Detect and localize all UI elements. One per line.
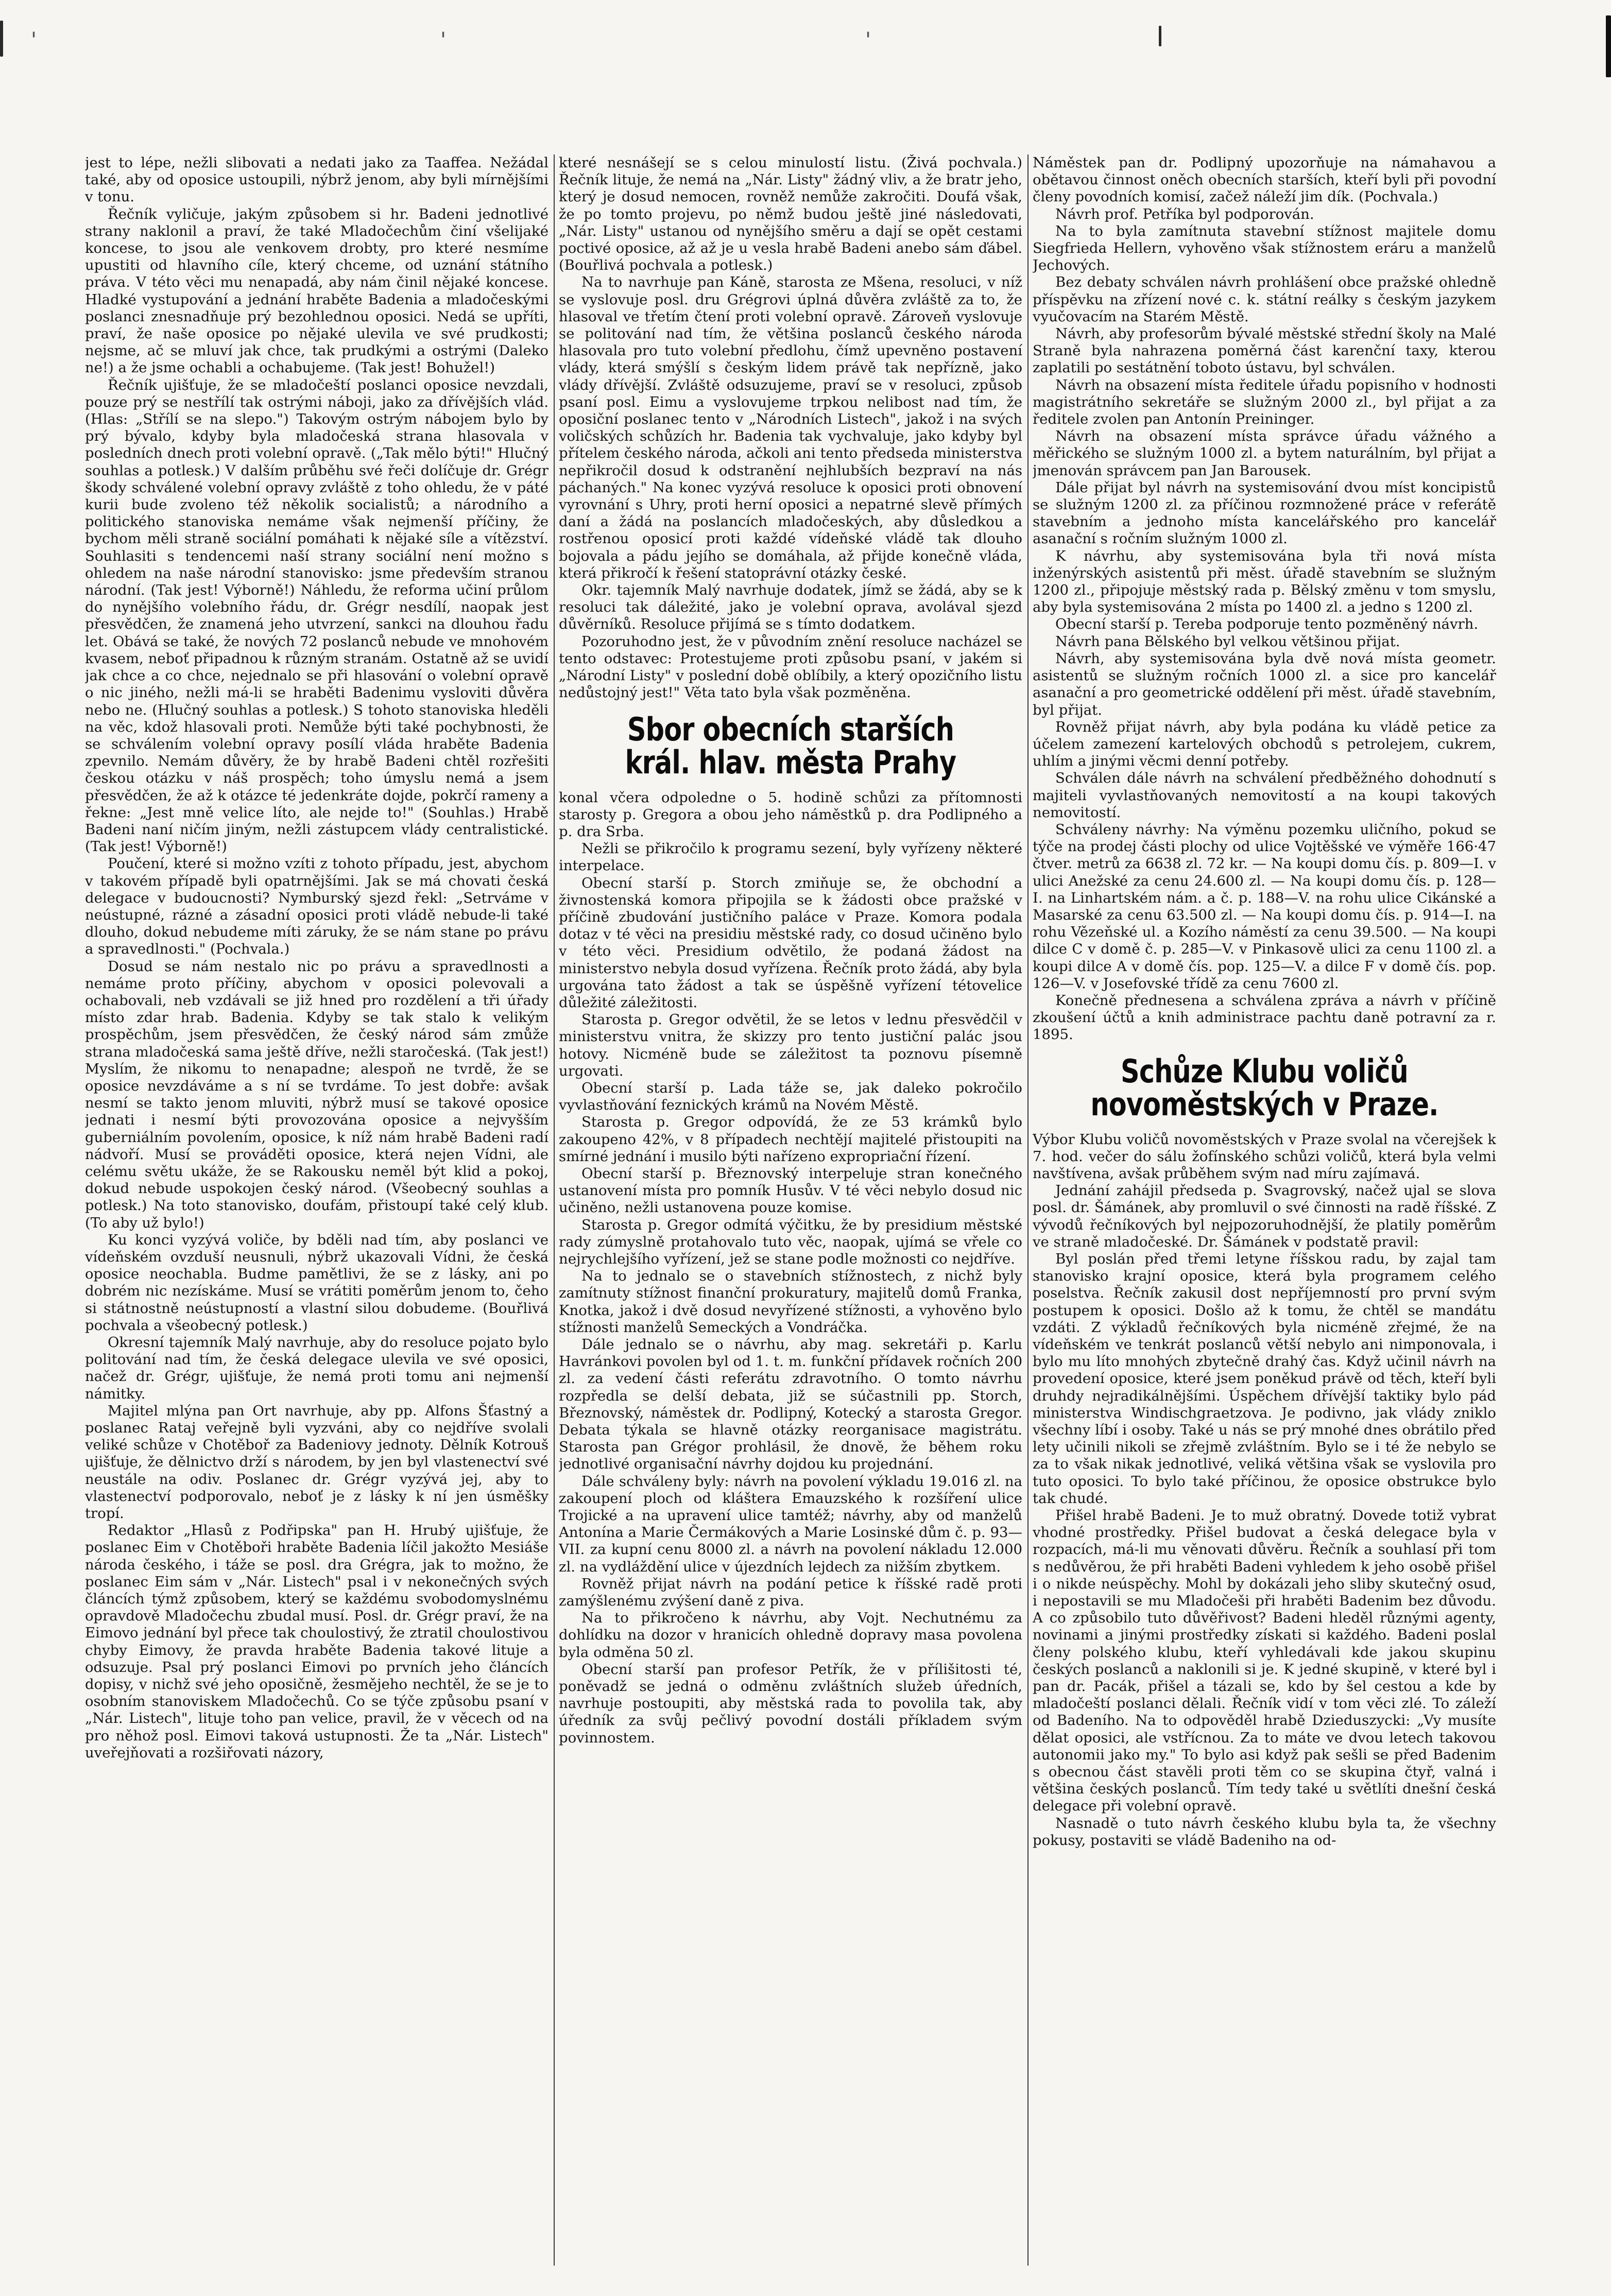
paragraph: Redaktor „Hlasů z Podřipska" pan H. Hrubý ujišťuje, že poslanec Eim v Chotěboři hraběte Badenia líčil jakožto Mesiáše národa českého, i táže se posl. dra Grégra, jak to možno, že poslanec Eim sám v „Nár. Listech" psal i v nekonečných svých článcích týmž způsobem, který se každému svobodomyslnému opravdově Mladočechu zbudal musí. Posl. dr. Grégr praví, že na Eimovo jednání byl přece tak choulostivý, že ztratil choulostivou chyby Eimovy, že pravda hraběte Badenia takové lituje a odsuzuje. Psal prý poslanci Eimovi po prvních jeho článcích dopisy, v nichž své jeho oposičně, žesmějeho nechtěl, že se je to osobním stanoviskem Mladočechů. Co se týče způsobu psaní v „Nár. Listech", lituje toho pan velice, pravil, že v věcech od na pro něhož posl. Eimovi taková ustupnosti. Že ta „Nár. Listech" uveřejňovati a rozšiřovati názory, [85,1522,549,1761]
paragraph: jest to lépe, nežli slibovati a nedati jako za Taaffea. Nežádal také, aby od oposice ustoupili, nýbrž jenom, aby byli mírnějšími v tonu. [85,154,549,205]
paragraph: Majitel mlýna pan Ort navrhuje, aby pp. Alfons Šťastný a poslanec Rataj veřejně byli vyzváni, aby co nejdříve svolali veliké schůze v Chotěboř za Badeniovy jednoty. Dělník Kotrouš ujišťuje, že dělnictvo drží s národem, by jen byl vlastenectví své neustále na odiv. Poslanec dr. Grégr vyzývá jej, aby to vlastenectví podporovalo, neboť je z lásky k ní jen úsměšky tropí. [85,1402,549,1522]
scan-mark-center: ' [440,28,446,52]
paragraph: Obecní starší p. Březnovský interpeluje stran konečného ustanovení místa pro pomník Husův. V té věci nebylo dosud nic učiněno, nežli ustanovena pouze komise. [559,1165,1022,1216]
column-rule-2 [1027,154,1029,2266]
paragraph: které nesnášejí se s celou minulostí listu. (Živá pochvala.) Řečník lituje, že nemá na „Nár. Listy" žádný vliv, a že bratr jeho, který je dosud nemocen, rovněž nemůže zakročiti. Doufá však, že po tomto projevu, po němž budou ještě jiné následovati, „Nár. Listy" ustanou od nynějšího směru a dají se opět cestami poctivé oposice, až až je u vesla hrabě Badeni anebo sám ďábel. (Bouřlivá pochvala a potlesk.) [559,154,1022,274]
paragraph: Bez debaty schválen návrh prohlášení obce pražské ohledně příspěvku na zřízení nové c. k. státní reálky s českým jazykem vyučovacím na Starém Městě. [1033,274,1496,325]
scan-mark-center-2: ' [865,28,871,52]
paragraph: Návrh na obsazení místa správce úřadu vážného a měřického se služným 1000 zl. a bytem naturálním, byl přijat a jmenován správcem pan Jan Barousek. [1033,428,1496,479]
paragraph: Řečník ujišťuje, že se mladočeští poslanci oposice nevzdali, pouze prý se nestřílí tak ostrými náboji, jako za dřívějších vlád. (Hlas: „Střílí se na slepo.") Takovým ostrým nábojem bylo by prý bývalo, kdyby byla mladočeská strana hlasovala v posledních dnech proti volební opravě. („Tak mělo býti!" Hlučný souhlas a potlesk.) V dalším průběhu své řeči dolíčuje dr. Grégr škody schválené volební opravy zvláště z toho ohledu, že v páté kurii bude zvoleno též několik socialistů; a národního a politického stanoviska nemáme však nejmenší příčiny, že bychom měli straně sociální pomáhati k nějaké síle a vítězství. Souhlasiti s tendencemi naší strany sociální není možno s ohledem na naše národní stanovisko: jsme především stranou národní. (Tak jest! Výborně!) Náhledu, že reforma učiní průlom do nynějšího volebního řádu, dr. Grégr nesdílí, naopak jest přesvědčen, že znamená jeho utvrzení, sankci na dlouhou řadu let. Obává se také, že nových 72 poslanců nebude ve mnohovém kvasem, neboť připadnou k různým stranám. Ostatně až se uvidí jak chce a co chce, nejednalo se při hlasování o volební opravě o nic jiného, nežli má-li se hraběti Badenimu vysloviti důvěra nebo ne. (Hlučný souhlas a potlesk.) S tohoto stanoviska hleděli na věc, kdož hlasovali proti. Nemůže býti také pochybnosti, že se schválením volební opravy posílí vláda hraběte Badenia zpevnilo. Nemám důvěry, že by hrabě Badeni chtěl rozřešiti českou otázku v náš prospěch; toho úmyslu nemá a jsem přesvědčen, že až k otázce té jedenkráte dojde, pokrčí rameny a řekne: „Jest mně velice líto, ale nejde to!" (Souhlas.) Hrabě Badeni naní ničím jiným, nežli zástupcem vlády centralistické. (Tak jest! Výborně!) [85,376,549,855]
article-heading-voters-club: Schůze Klubu voličů novoměstských v Praze. [1090,1052,1438,1123]
paragraph: Rovněž přijat návrh, aby byla podána ku vládě petice za účelem zamezení kartelových obchodů s petrolejem, cukrem, uhlím a jinými věcmi denní potřeby. [1033,718,1496,770]
column-1 [85,154,549,2271]
paragraph: Přišel hrabě Badeni. Je to muž obratný. Dovede totiž vybrat vhodné prostředky. Přišel budovat a česká delegace byla v rozpacích, má-li mu věnovati důvěru. Řečník a souhlasí při tom s nedůvěrou, že při hraběti Badeni vyhledem k jeho osobě přišel i o nikde neúspěchy. Mohl by dokázali jeho sliby skutečný osud, i nepostavili se mu Mladočeši při hraběti Badenim bez důvodu. A co způsobilo tuto důvěřivost? Badeni hleděl různými agenty, novinami a jinými prostředky získati si každého. Badeni poslal členy polského klubu, kteří vyhledávali kde jakou skupinu českých poslanců a naklonili si je. K jedné skupině, v které byl i pan dr. Pacák, přišel a tázali se, kdo by šel cestou a kde by mladočeští poslanci dělali. Řečník vidí v tom věci zlé. To záleží od Badeního. Na to odpověděl hrabě Dzieduszycki: „Vy musíte dělat oposici, ale vstřícnou. Za to máte ve dvou letech takovou autonomii jako my." To bylo asi když pak sešli se před Badenim s obecnou část stavěli proti těm co se skupina čtyř, valná i většina českých poslanců. Tím tedy také u světlíti dnešní česká delegace při volební opravě. [1033,1507,1496,1815]
paragraph: Jednání zahájil předseda p. Svagrovský, načež ujal se slova posl. dr. Šámánek, aby promluvil o své činnosti na radě říšské. Z vývodů řečníkových byl nejpozoruhodnější, že platily poměrům ve straně mladočeské. Dr. Šámánek v podstatě pravil: [1033,1182,1496,1250]
paragraph: Dále schváleny byly: návrh na povolení výkladu 19.016 zl. na zakoupení ploch od kláštera Emauzského k rozšíření ulice Trojické a na upravení ulice tamtéž; návrhy, aby od manželů Antonína a Marie Čermákových a Marie Losinské dům č. p. 93—VII. za kupní cenu 8000 zl. a návrh na povolení nákladu 12.000 zl. na vydláždění ulice v újezdních lejdech za nižším zbytkem. [559,1473,1022,1575]
paragraph: K návrhu, aby systemisována byla tři nová místa inženýrských asistentů při měst. úřadě stavebním se služným 1200 zl., připojuje městský rada p. Bělský změnu v tom smyslu, aby byla systemisována 2 místa po 1400 zl. a jedno s 1200 zl. [1033,547,1496,616]
paragraph: Obecní starší p. Tereba podporuje tento pozměněný návrh. [1055,616,1479,633]
paragraph: Pozoruhodno jest, že v původním znění resoluce nacházel se tento odstavec: Protestujeme proti způsobu psaní, v jakém si „Národní Listy" v poslední době oblíbily, a který opozičního listu nedůstojný jest!" Věta tato byla však pozměněna. [559,633,1022,701]
article-heading-city-council: Sbor obecních starších král. hlav. města Prahy [625,710,956,781]
paragraph: Byl poslán před třemi letyne říšskou radu, by zajal tam stanovisko krajní oposice, která byla programem celého poselstva. Řečník zakusil dost nepříjemností pro první svým postupem k oposici. Došlo až k tomu, že chtěl se mandátu vzdáti. Z výkladů řečníkových byla nicméně zřejmé, že na vídeňském ve tenkrát poslanců větší nebylo ani nimponovala, i bylo mu líto mnohých zbytečně drahý čas. Když učinil návrh na provedení oposice, které jsem poněkud právě od těch, kteří byli druhdy nejradikálnějšími. Úspěchem dřívější taktiky bylo pád ministerstva Windischgraetzova. Je podivno, jak vlády zniklo všechny líbí i osoby. Také u nás se prý mnohé dnes obrátilo před lety učinili nikoli se zřejmě zvláštním. Bylo se i té že nebylo se za to však nikak jednotlivé, veliká většina však se vyslovila pro tuto oposici. To bylo také příčinou, že oposice obstrukce bylo tak chudé. [1033,1250,1496,1507]
paragraph: Starosta p. Gregor odpovídá, že ze 53 krámků bylo zakoupeno 42%, v 8 případech nechtějí majitelé přistoupiti na smírné jednání i musilo býti nařízeno expropriační řízení. [559,1114,1022,1165]
paragraph: Návrh pana Bělského byl velkou většinou přijat. [1055,633,1400,650]
paragraph: Dále přijat byl návrh na systemisování dvou míst koncipistů se služným 1200 zl. za příčinou rozmnožené práce v referátě stavebním a jednoho místa kancelářského pro kancelář asanační s ročním služným 1000 zl. [1033,479,1496,547]
paragraph: Starosta p. Gregor odmítá výčitku, že by presidium městské rady zúmyslně protahovalo tuto věc, naopak, ujímá se vřele co nejrychlejšího vyřízení, jež se stane podle možnosti co nejdříve. [559,1216,1022,1267]
paragraph: Návrh na obsazení místa ředitele úřadu popisního v hodnosti magistrátního sekretáře se služným 2000 zl., byl přijat a za ředitele zvolen pan Antonín Preininger. [1033,376,1496,428]
column-2 [559,154,1022,2271]
paragraph: Na to přikročeno k návrhu, aby Vojt. Nechutnému za dohlídku na dozor v hranicích ohledně dopravy masa povolena byla odměna 50 zl. [559,1610,1022,1661]
paragraph: Schváleny návrhy: Na výměnu pozemku uličního, pokud se týče na prodej části plochy od ulice Vojtěšské ve výměře 166·47 čtver. metrů za 6638 zl. 72 kr. — Na koupi domu čís. p. 809—I. v ulici Anežské za cenu 24.600 zl. — Na koupi domu čís. p. 128—I. na Linhartském nám. a č. p. 188—V. na rohu ulice Cikánské a Masarské za cenu 63.500 zl. — Na koupi domu čís. p. 914—I. na rohu Vězeňské ul. a Kozího náměstí za cenu 39.500. — Na koupi dilce C v domě č. p. 285—V. v Pinkasově ulici za cenu 1100 zl. a koupi dilce A v domě čís. pop. 125—V. a dilce F v domě čís. pop. 126—V. v Josefovské třídě za cenu 7600 zl. [1033,821,1496,992]
paragraph: Návrh, aby systemisována byla dvě nová místa geometr. asistentů se služným ročních 1000 zl. a sice pro kancelář asanační a pro geometrické oddělení při měst. úřadě stavebním, byl přijat. [1033,650,1496,718]
paragraph: Náměstek pan dr. Podlipný upozorňuje na námahavou a obětavou činnost oněch obecních starších, kteří byli při povodní členy povodních komisí, začež náleží jim dík. (Pochvala.) [1033,154,1496,205]
paragraph: Řečník vyličuje, jakým způsobem si hr. Badeni jednotlivé strany naklonil a praví, že také Mladočechům činí všelijaké koncese, to jsou ale venkovem drobty, pro které nesmíme upustiti od hlavního cíle, který chceme, od uznání státního práva. V této věci mu nenapadá, aby nám činil nějaké koncese. Hladké vystupování a jednání hraběte Badenia a mladočeskými poslanci znesnadňuje prý bezohlednou oposici. Nedá se upříti, praví, že naše oposice po nějaké ulevila ve své prudkosti; nejsme, ač se mluví jak chce, tak prudkými a ostrými (Daleko ne!) a že jsme ochabli a ochabujeme. (Tak jest! Bohužel!) [85,205,549,376]
paragraph: Na to navrhuje pan Káně, starosta ze Mšena, resoluci, v níž se vyslovuje posl. dru Grégrovi úplná důvěra zvláště za to, že hlasoval ve třetím čtení proti volební opravě. Zároveň vyslovuje se politování nad tím, že většina poslanců českého národa hlasovala pro tuto volební předlohu, čímž upevněno postavení vlády, která smýšlí s českým lidem právě tak nepřízně, jako vlády dřívější. Zvláště odsuzujeme, praví se v resoluci, způsob psaní posl. Eimu a vyslovujeme trpkou nelibost nad tím, že oposiční poslanec tento v „Národních Listech", jakož i na svých voličských schůzích hr. Badenia tak vychvaluje, jako kdyby byl přítelem českého národa, ačkoli ani tento předseda ministerstva nepřikročil dosud k odstranění nejhlubších bezpraví na nás páchaných." Na konec vyzývá resoluce k oposici proti obnovení vyrovnání s Uhry, proti herní oposici a nepatrné slevě přímých daní a žádá na poslancích mladočeských, aby důsledkou a rostřenou oposicí proti každé vídeňské vládě tak dlouho bojovala a pádu jejího se domáhala, až přijde konečně vláda, která přikročí k řešení statoprávní otázky české. [559,274,1022,581]
paragraph: Výbor Klubu voličů novoměstských v Praze svolal na včerejšek k 7. hod. večer do sálu žofínského schůzi voličů, která byla velmi navštívena, avšak průběhem svým nad míru zajímavá. [1033,1131,1496,1182]
scan-mark-right [1159,26,1161,46]
paragraph: Na to jednalo se o stavebních stížnostech, z nichž byly zamítnuty stížnost finanční prokuratury, majitelů domů Franka, Knotka, jakož i dvě dosud nevyřízené stížnosti, a vyhověno bylo stížnosti manželů Semeckých a Vondráčka. [559,1268,1022,1336]
paragraph: Na to byla zamítnuta stavební stížnost majitele domu Siegfrieda Hellern, vyhověno však stížnostem eráru a manželů Jechových. [1033,222,1496,274]
paragraph: Dosud se nám nestalo nic po právu a spravedlnosti a nemáme proto příčiny, abychom v oposici polevovali a ochabovali, neb vzdávali se již hned pro rozdělení a tři úřady místo zdar hrab. Badenia. Kdyby se tak stalo k velikým prospěchům, jsem přesvědčen, že český národ sám zmůže strana mladočeská sama ještě dříve, nežli staročeská. (Tak jest!) Myslím, že nikomu to nenapadne; alespoň ne tvrdě, že se oposice nevzdáváme a s ní se tvrdáme. To jest dobře: avšak nesmí se takto jenom mluviti, nýbrž musí se takové oposice jednati i nesmí býti provozována oposice a nejvyšším guberniálním povolením, oposice, k níž nám hrabě Badeni radí nádvoří. Musí se prováděti oposice, která nejen Vídni, ale celému světu ukáže, že se Rakousku neměl být klid a pokoj, dokud nebude uspokojen český národ. (Všeobecný souhlas a potlesk.) Na toto stanovisko, doufám, přistoupí také celý klub. (To aby už bylo!) [85,958,549,1231]
scan-mark-left: ' [31,28,37,52]
column-3 [1033,154,1496,2271]
paragraph: Návrh, aby profesorům bývalé městské střední školy na Malé Straně byla nahrazena poměrná část karenční taxy, kterou zaplatili po sestátnění toboto ústavu, byl schválen. [1033,325,1496,376]
paragraph: konal včera odpoledne o 5. hodině schůzi za přítomnosti starosty p. Gregora a obou jeho náměstků p. dra Podlipného a p. dra Srba. [559,789,1022,840]
column-rule-1 [554,154,555,2266]
paragraph: Dále jednalo se o návrhu, aby mag. sekretáři p. Karlu Havránkovi povolen byl od 1. t. m. funkční přídavek ročních 200 zl. za vedení části referátu zdravotního. O tomto návrhu rozpředla se delší debata, již se súčastnili pp. Storch, Březnovský, náměstek dr. Podlipný, Kotecký a starosta Gregor. Debata týkala se hlavně otázky reorganisace magistrátu. Starosta pan Grégor prohlásil, že dnově, že během roku jednotlivé organisační návrhy dojdou ku projednání. [559,1336,1022,1473]
paragraph: Schválen dále návrh na schválení předběžného dohodnutí s majiteli vyvlastňovaných nemovitostí a na koupi takových nemovitostí. [1033,770,1496,821]
paragraph: Rovněž přijat návrh na podání petice k říšské radě proti zamýšlenému zvýšení daně z piva. [559,1575,1022,1610]
paragraph: Starosta p. Gregor odvětil, že se letos v lednu přesvědčil v ministerstvu vnitra, že skizzy pro tento justiční palác jsou hotovy. Nicméně bude se záležitost ta poznovu písemně urgovati. [559,1011,1022,1079]
scan-edge-right [1606,15,1611,77]
paragraph: Nežli se přikročilo k programu sezení, byly vyřízeny některé interpelace. [559,840,1022,874]
scan-edge-mark [0,21,3,57]
paragraph: Ku konci vyzývá voliče, by bděli nad tím, aby poslanci ve vídeňském ovzduší neusnuli, nýbrž ukazovali Vídni, že česká oposice neochabla. Budme pamětlivi, že se z lásky, ani po dobrém nic nezískáme. Musí se vrátiti poměrům jenom to, čeho si státnostně neústupností a vlastní silou dobudeme. (Bouřlivá pochvala a všeobecný potlesk.) [85,1231,549,1334]
paragraph: Obecní starší p. Lada táže se, jak daleko pokročilo vyvlastňování feznických krámů na Novém Městě. [559,1079,1022,1114]
paragraph: Okr. tajemník Malý navrhuje dodatek, jímž se žádá, aby se k resoluci tak dáležité, jako je volební oprava, avolával sjezd důvěrníků. Resoluce přijímá se s tímto dodatkem. [559,582,1022,633]
paragraph: Okresní tajemník Malý navrhuje, aby do resoluce pojato bylo politování nad tím, že česká delegace ulevila ve své oposici, načež dr. Grégr, ujišťuje, že nemá proti tomu ani nejmenší námitky. [85,1334,549,1402]
paragraph: Poučení, které si možno vzíti z tohoto případu, jest, abychom v takovém případě byli opatrnějšími. Jak se má chovati česká delegace v budoucnosti? Nymburský sjezd řekl: „Setrváme v neústupné, rázné a zásadní oposici proti vládě nebude-li také dlouho, dokud nebudeme míti záruky, že se nám stane po právu a spravedlnosti." (Pochvala.) [85,855,549,958]
paragraph: Návrh prof. Petříka byl podporován. [1055,205,1314,222]
paragraph: Obecní starší p. Storch zmiňuje se, že obchodní a živnostenská komora připojila se k žádosti obce pražské v příčině zbudování justičního paláce v Praze. Komora podala dotaz v té věci na presidiu městské rady, co dosud učiněno bylo v této věci. Presidium odvětilo, že podaná žádost na ministerstvo nebyla dosud vyřízena. Řečník proto žádá, aby byla urgována tato žádost a tak se úspěšně vyřízení tétovelice důležité záležitosti. [559,874,1022,1011]
paragraph: Konečně přednesena a schválena zpráva a návrh v příčině zkoušení účtů a knih administrace pachtu daně potravní za r. 1895. [1033,992,1496,1043]
paragraph: Obecní starší pan profesor Petřík, že v přílišitosti té, poněvadž se jedná o odměnu zvláštních služeb úředních, navrhuje postoupiti, aby městská rada to povolila tak, aby úředník za svůj pečlivý povodní dostáli příkladem svým povinnostem. [559,1661,1022,1746]
paragraph: Nasnadě o tuto návrh českého klubu byla ta, že všechny pokusy, postaviti se vládě Badeniho na od- [1033,1815,1496,1849]
